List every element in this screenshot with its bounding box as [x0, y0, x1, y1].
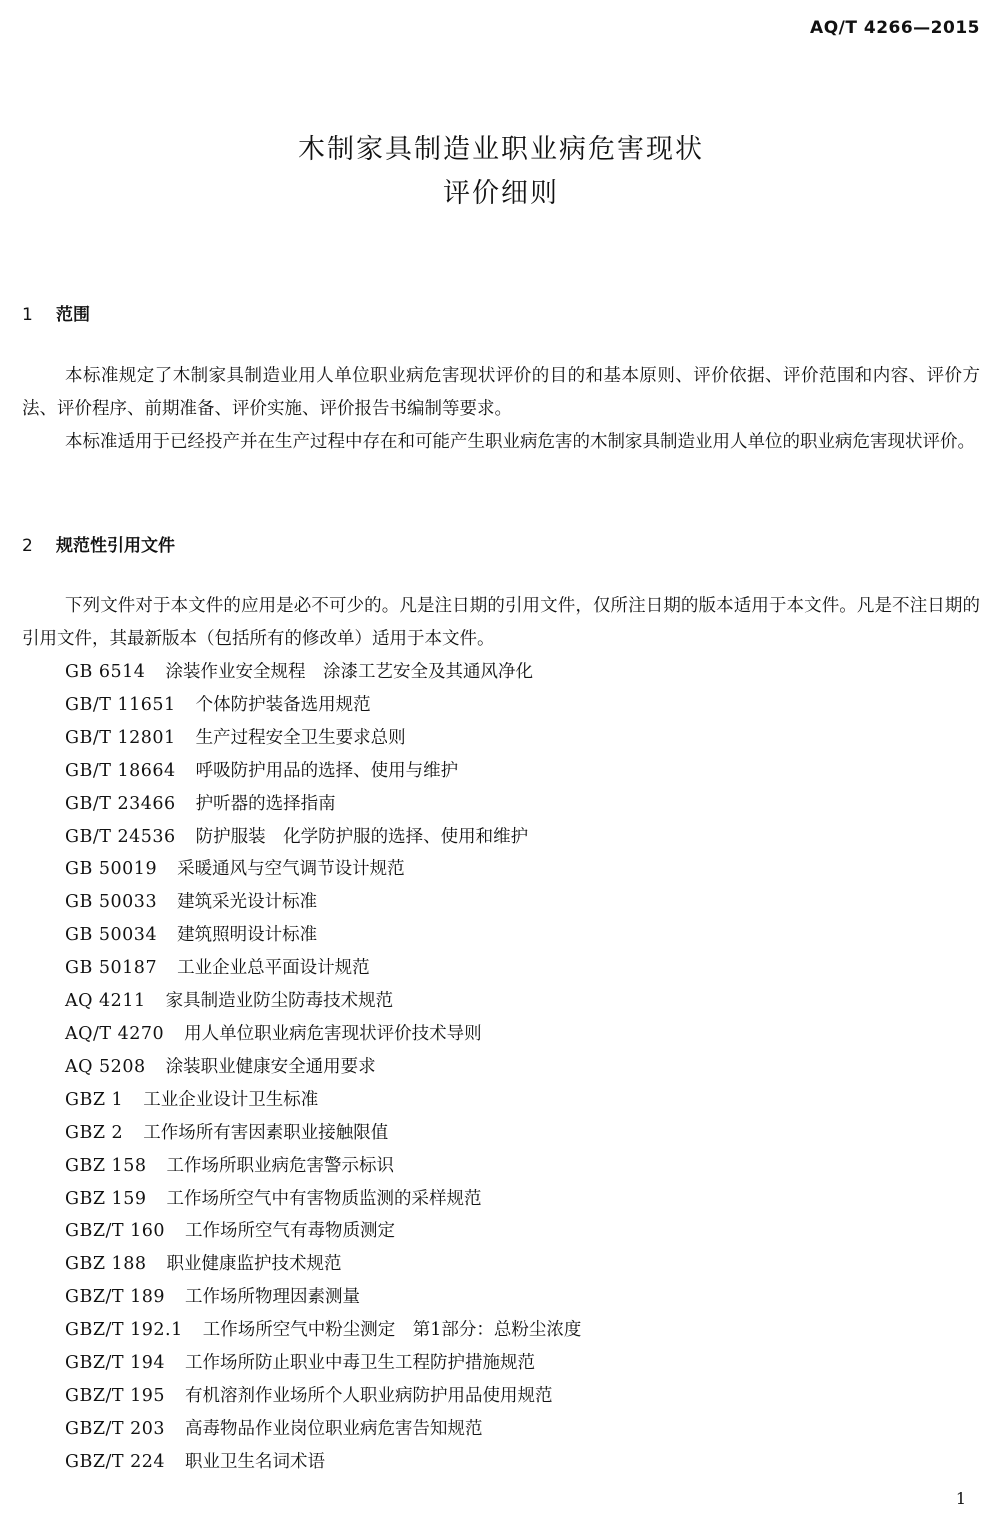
reference-title: 工作场所空气中有害物质监测的采样规范 — [166, 1188, 482, 1209]
reference-code: GB 50034 — [65, 925, 158, 946]
reference-item — [65, 656, 581, 689]
document-title — [0, 128, 1002, 216]
section-2-number: 2 — [22, 536, 33, 556]
reference-item — [65, 1051, 581, 1084]
reference-item — [65, 1347, 581, 1380]
reference-title: 呼吸防护用品的选择、使用与维护 — [195, 760, 459, 781]
reference-item — [65, 1446, 581, 1479]
reference-title: 建筑采光设计标准 — [177, 892, 318, 913]
reference-item — [65, 1380, 581, 1413]
reference-code: GBZ/T 224 — [65, 1451, 166, 1472]
reference-code: GB 50019 — [65, 859, 158, 880]
reference-item — [65, 853, 581, 886]
section-2-heading — [22, 531, 175, 556]
title-line-2: 评价细则 — [443, 178, 559, 209]
reference-item — [65, 1281, 581, 1314]
section-2-intro: 下列文件对于本文件的应用是必不可少的。凡是注日期的引用文件，仅所注日期的版本适用于本文件。凡是不注日期的引用文件，其最新版本（包括所有的修改单）适用于本文件。 — [22, 596, 980, 649]
reference-code: GBZ/T 195 — [65, 1385, 166, 1406]
reference-item — [65, 821, 581, 854]
section-1-number: 1 — [22, 305, 33, 325]
reference-code: GBZ/T 194 — [65, 1353, 166, 1374]
reference-item — [65, 1084, 581, 1117]
reference-title: 涂装作业安全规程 涂漆工艺安全及其通风净化 — [165, 662, 533, 682]
reference-title: 工业企业总平面设计规范 — [177, 958, 370, 979]
reference-title: 高毒物品作业岗位职业病危害告知规范 — [185, 1418, 483, 1439]
reference-title: 防护服装 化学防护服的选择、使用和维护 — [195, 826, 529, 847]
reference-title: 采暖通风与空气调节设计规范 — [177, 859, 405, 880]
reference-code: GB/T 23466 — [65, 793, 176, 814]
reference-item — [65, 1018, 581, 1051]
reference-code: GB/T 24536 — [65, 826, 176, 847]
section-1-heading — [22, 300, 90, 325]
reference-code: GBZ/T 189 — [65, 1287, 166, 1308]
section-1-paragraph-2: 本标准适用于已经投产并在生产过程中存在和可能产生职业病危害的木制家具制造业用人单位的职业病危害现状评价。 — [65, 432, 975, 452]
page-number: 1 — [955, 1489, 966, 1508]
section-2-title: 规范性引用文件 — [56, 536, 175, 556]
document-code: AQ/T 4266—2015 — [810, 18, 980, 38]
reference-item — [65, 952, 581, 985]
reference-code: GBZ/T 203 — [65, 1418, 166, 1439]
title-line-1: 木制家具制造业职业病危害现状 — [298, 134, 704, 165]
reference-item — [65, 1117, 581, 1150]
reference-item — [65, 886, 581, 919]
reference-title: 用人单位职业病危害现状评价技术导则 — [184, 1023, 482, 1044]
section-1-paragraph-1: 本标准规定了木制家具制造业用人单位职业病危害现状评价的目的和基本原则、评价依据、评价范围和内容、评价方法、评价程序、前期准备、评价实施、评价报告书编制等要求。 — [22, 366, 980, 419]
reference-item — [65, 722, 581, 755]
reference-code: GB/T 18664 — [65, 760, 176, 781]
reference-title: 家具制造业防尘防毒技术规范 — [165, 991, 394, 1012]
reference-item — [65, 1150, 581, 1183]
reference-title: 建筑照明设计标准 — [177, 925, 318, 946]
reference-title: 个体防护装备选用规范 — [195, 694, 371, 715]
reference-code: GB 6514 — [65, 662, 146, 682]
reference-list — [65, 656, 581, 1479]
reference-code: GBZ 159 — [65, 1188, 147, 1209]
reference-title: 职业卫生名词术语 — [185, 1451, 326, 1472]
reference-item — [65, 1215, 581, 1248]
reference-title: 工作场所有害因素职业接触限值 — [143, 1122, 389, 1143]
reference-code: AQ 5208 — [65, 1056, 146, 1077]
reference-code: GBZ 188 — [65, 1254, 147, 1275]
reference-item — [65, 788, 581, 821]
reference-title: 工作场所物理因素测量 — [185, 1287, 361, 1308]
reference-code: GBZ 2 — [65, 1122, 124, 1143]
reference-code: GBZ 158 — [65, 1155, 147, 1176]
reference-title: 职业健康监护技术规范 — [166, 1254, 342, 1275]
reference-title: 护听器的选择指南 — [195, 793, 336, 814]
reference-title: 工作场所职业病危害警示标识 — [166, 1155, 394, 1176]
reference-title: 工业企业设计卫生标准 — [143, 1089, 319, 1110]
reference-code: GB/T 11651 — [65, 694, 176, 715]
reference-code: AQ/T 4270 — [65, 1023, 165, 1044]
reference-code: GB/T 12801 — [65, 727, 176, 748]
reference-title: 有机溶剂作业场所个人职业病防护用品使用规范 — [185, 1385, 553, 1406]
reference-title: 涂装职业健康安全通用要求 — [165, 1056, 376, 1077]
reference-item — [65, 1314, 581, 1347]
reference-code: AQ 4211 — [65, 991, 146, 1012]
reference-item — [65, 985, 581, 1018]
reference-code: GB 50187 — [65, 958, 158, 979]
reference-code: GBZ/T 192.1 — [65, 1320, 183, 1341]
reference-item — [65, 1413, 581, 1446]
reference-title: 工作场所空气中粉尘测定 第1部分：总粉尘浓度 — [202, 1320, 582, 1341]
section-1-title: 范围 — [56, 305, 90, 325]
reference-code: GBZ/T 160 — [65, 1221, 166, 1242]
reference-code: GB 50033 — [65, 892, 158, 913]
reference-title: 工作场所防止职业中毒卫生工程防护措施规范 — [185, 1353, 536, 1374]
reference-item — [65, 689, 581, 722]
reference-item — [65, 919, 581, 952]
reference-title: 生产过程安全卫生要求总则 — [195, 727, 406, 748]
reference-item — [65, 1248, 581, 1281]
reference-item — [65, 755, 581, 788]
reference-item — [65, 1183, 581, 1216]
reference-code: GBZ 1 — [65, 1089, 124, 1110]
reference-title: 工作场所空气有毒物质测定 — [185, 1221, 396, 1242]
